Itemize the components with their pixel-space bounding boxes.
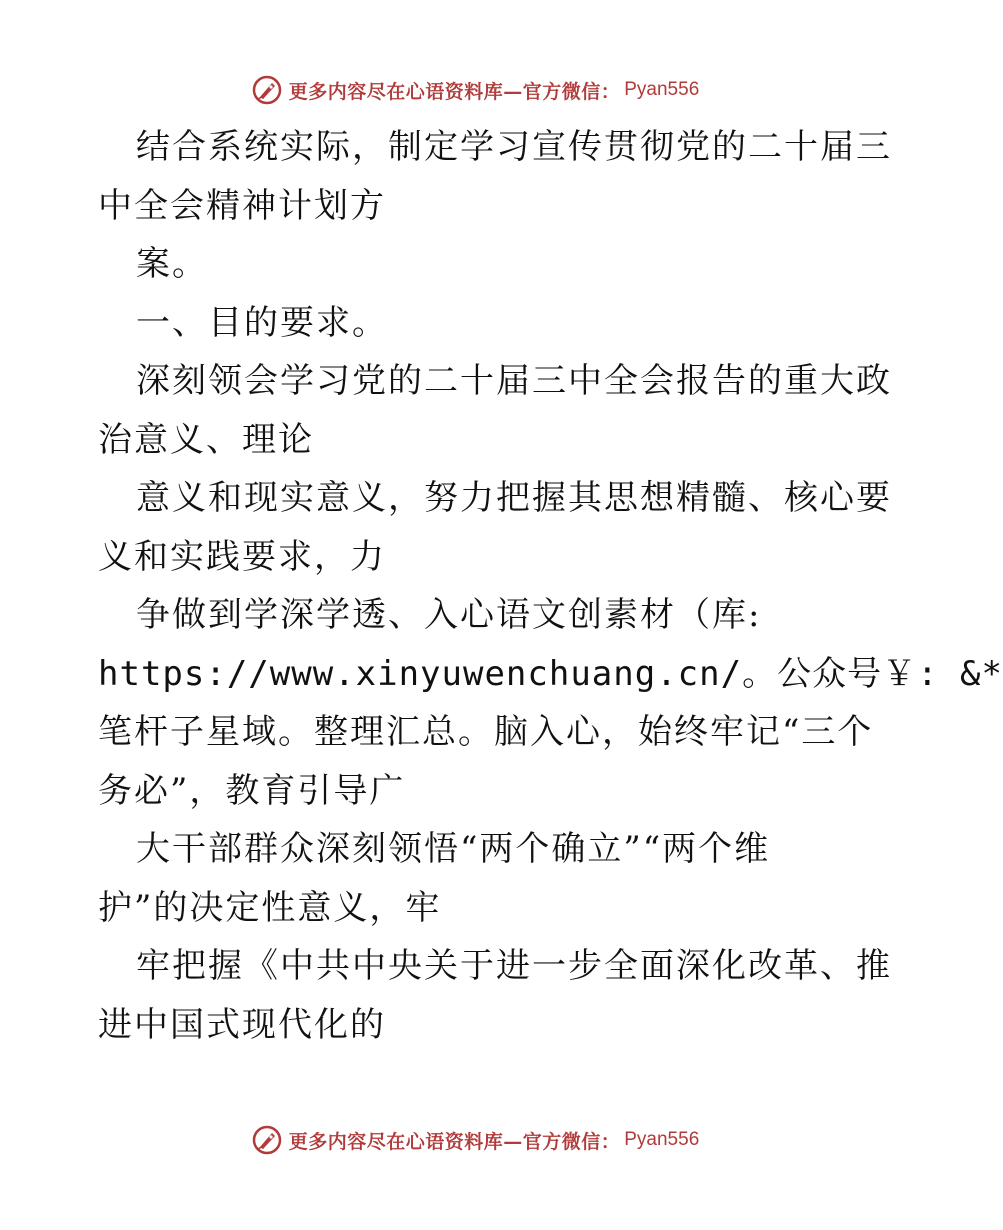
footer-wechat-id: Pyan556 — [624, 1129, 700, 1150]
header-banner-text: 更多内容尽在心语资料库—官方微信： — [288, 80, 621, 103]
footer-banner-text: 更多内容尽在心语资料库—官方微信： — [288, 1130, 621, 1153]
body-line: 义和实践要求，力 — [98, 536, 386, 577]
body-line: 深刻领会学习党的二十届三中全会报告的重大政 — [136, 361, 892, 401]
document-body — [98, 118, 1003, 1054]
pen-nib-logo-icon — [251, 74, 283, 106]
body-line: 进中国式现代化的 — [98, 1004, 386, 1045]
body-line: 案。 — [136, 244, 208, 284]
body-line: 意义和现实意义，努力把握其思想精髓、核心要 — [136, 478, 892, 518]
footer-banner — [0, 1118, 950, 1162]
pen-nib-logo-icon — [251, 1124, 283, 1156]
body-line: 结合系统实际，制定学习宣传贯彻党的二十届三 — [136, 127, 892, 167]
body-line: 牢把握《中共中央关于进一步全面深化改革、推 — [136, 946, 892, 986]
header-wechat-id: Pyan556 — [624, 79, 700, 100]
body-line: 中全会精神计划方 — [98, 185, 386, 226]
body-line: 护”的决定性意义，牢 — [98, 887, 442, 928]
section-heading: 一、目的要求。 — [136, 302, 388, 343]
body-line: 务必”，教育引导广 — [98, 770, 406, 811]
body-line: 大干部群众深刻领悟“两个确立”“两个维 — [136, 829, 771, 869]
body-line: 治意义、理论 — [98, 419, 314, 460]
body-line-url: https://www.xinyuwenchuang.cn/。公众号￥: &* — [98, 653, 1003, 694]
header-banner — [0, 68, 950, 112]
body-line: 笔杆子星域。整理汇总。脑入心，始终牢记“三个 — [98, 712, 874, 752]
body-line: 争做到学深学透、入心语文创素材（库: — [136, 595, 762, 635]
